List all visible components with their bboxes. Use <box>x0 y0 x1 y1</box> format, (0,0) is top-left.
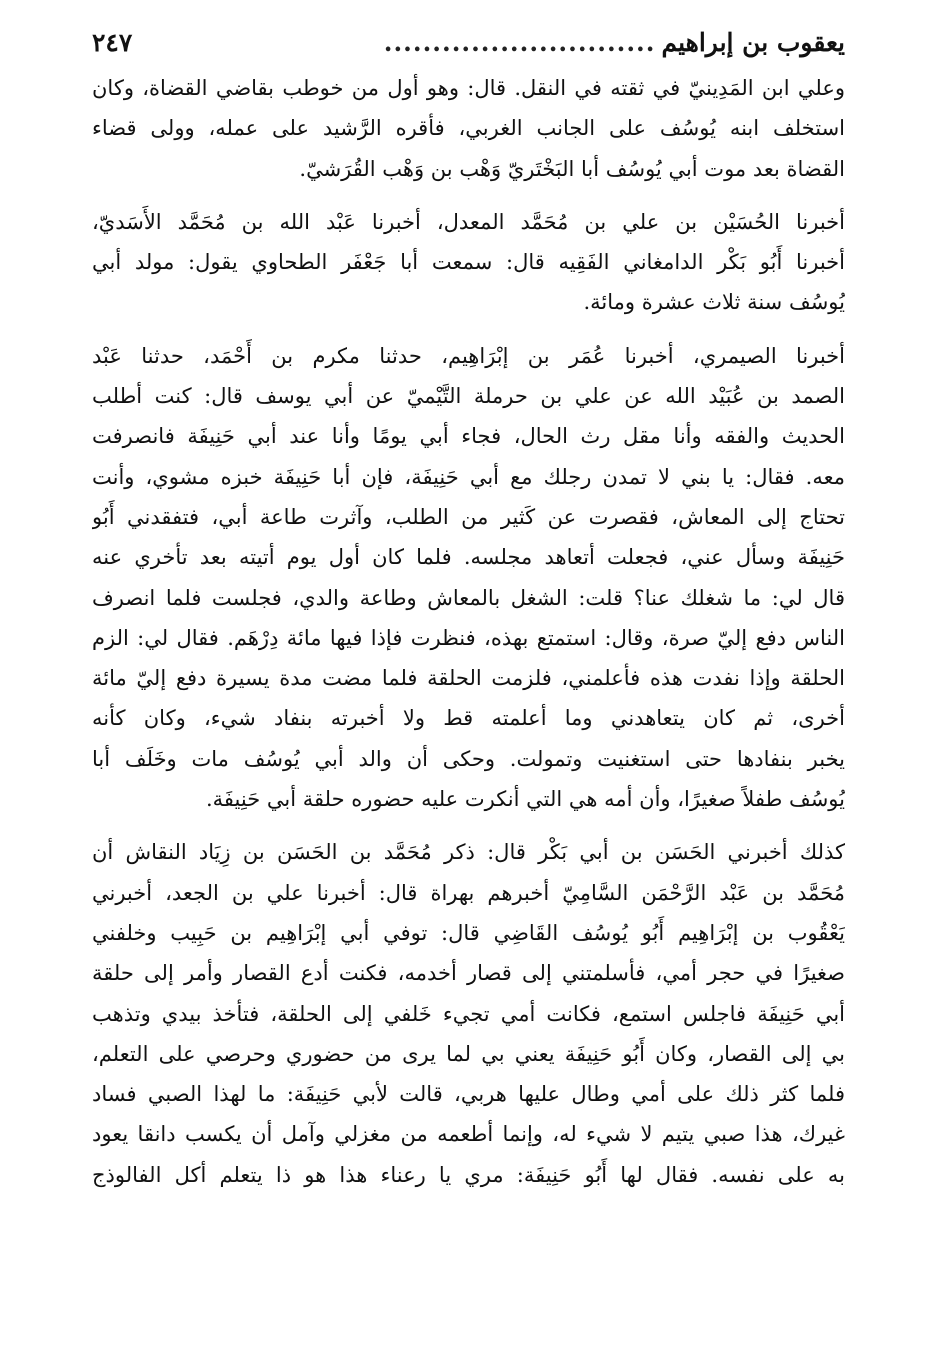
text-line: الحلقة وإذا نفدت هذه فأعلمني، فلزمت الحلقة فلما مضت مدة يسيرة دفع إليّ مائة <box>92 666 845 691</box>
paragraph-2 <box>92 202 845 323</box>
text-line: أخرى، ثم كان يتعاهدني وما أعلمته قط ولا أخبرته بنفاد شيء، وكان كأنه <box>92 706 845 731</box>
page-number: ٢٤٧ <box>92 28 133 57</box>
text-line: غيرك، هذا صبي يتيم لا شيء له، وإنما أطعمه من مغزلي وآمل أن يكسب دانقا يعود <box>92 1122 845 1147</box>
paragraph-1 <box>92 68 845 189</box>
text-line: الناس دفع إليّ صرة، وقال: استمتع بهذه، فنظرت فإذا فيها مائة دِرْهَم. فقال لي: الزم <box>92 625 845 650</box>
text-line: استخلف ابنه يُوسُف على الجانب الغربي، فأقره الرَّشيد على عمله، وولى قضاء <box>92 116 845 141</box>
text-line: أخبرنا أَبُو بَكْر الدامغاني الفَقِيه قال: سمعت أبا جَعْفَر الطحاوي يقول: مولد أبي <box>92 250 845 275</box>
text-line: وعلي ابن المَدِينيّ في ثقته في النقل. قال: وهو أول من خوطب بقاضي القضاة، وكان <box>92 76 845 100</box>
text-line: فلما كثر ذلك على أمي وطال عليها هربي، قالت لأبي حَنِيفَة: ما لهذا الصبي فساد <box>92 1082 845 1107</box>
text-line: بي إلى القصار، وكان أَبُو حَنِيفَة يعني بي لما يرى من حضوري وحرصي على التعلم، <box>92 1041 845 1066</box>
text-line: أخبرنا الحُسَيْن بن علي بن مُحَمَّد المعدل، أخبرنا عَبْد الله بن مُحَمَّد الأَسَديّ، <box>92 209 845 234</box>
text-line: مُحَمَّد بن عَبْد الرَّحْمَن السَّامِيّ أخبرهم بهراة قال: أخبرنا علي بن الجعد، أخبرني <box>92 880 845 905</box>
text-line: الصمد بن عُبَيْد الله عن علي بن حرملة التَّيْميّ عن أبي يوسف قال: كنت أطلب <box>92 384 845 409</box>
text-line: القضاة بعد موت أبي يُوسُف أبا البَخْتَريّ وَهْب بن وَهْب القُرَشيّ. <box>299 156 845 181</box>
text-line: به على نفسه. فقال لها أَبُو حَنِيفَة: مري يا رعناء هذا هو ذا يتعلم أكل الفالوذج <box>92 1162 845 1187</box>
text-line: معه. فقال: يا بني لا تمدن رجلك مع أبي حَنِيفَة، فإن أبا حَنِيفَة خبزه مشوي، وأنت <box>92 464 845 489</box>
text-line: أبي حَنِيفَة فاجلس استمع، فكانت أمي تجيء خَلفي إلى الحلقة، فتأخذ بيدي وتذهب <box>92 1001 845 1026</box>
text-line: يُوسُف طفلاً صغيرًا، وأن أمه هي التي أنكرت عليه حضوره حلقة أبي حَنِيفَة. <box>206 787 845 812</box>
header-leader-dots: ............................ <box>383 28 656 57</box>
text-line: صغيرًا في حجر أمي، فأسلمتني إلى قصار أخدمه، فكنت أدع القصار وأمر إلى حلقة <box>92 961 845 986</box>
running-header <box>92 28 845 68</box>
text-line: قال لي: ما شغلك عنا؟ قلت: الشغل بالمعاش وطاعة والدي، فجلست فلما انصرف <box>92 585 845 610</box>
text-line: أخبرنا الصيمري، أخبرنا عُمَر بن إبْرَاهِيم، حدثنا مكرم بن أَحْمَد، حدثنا عَبْد <box>92 343 845 368</box>
running-header-title: يعقوب بن إبراهيم <box>661 28 845 57</box>
text-line: تحتاج إلى المعاش، فقصرت عن كَثير من الطلب، وآثرت طاعة أبي، فتفقدني أَبُو <box>92 504 845 529</box>
paragraph-3 <box>92 336 845 820</box>
text-line: كذلك أخبرني الحَسَن بن أبي بَكْر قال: ذكر مُحَمَّد بن الحَسَن بن زِيَاد النقاش أن <box>92 840 845 865</box>
text-line: يَعْقُوب بن إبْرَاهِيم أَبُو يُوسُف القَاضِي قال: توفي أبي إبْرَاهِيم بن حَبِيب وخلفني <box>92 920 845 945</box>
text-line: يخبر بنفادها حتى استغنيت وتمولت. وحكى أن والد أبي يُوسُف مات وخَلَف أبا <box>92 746 845 771</box>
text-line: الحديث والفقه وأنا مقل رث الحال، فجاء أبي يومًا وأنا عند أبي حَنِيفَة فانصرفت <box>92 424 845 449</box>
paragraph-4 <box>92 832 845 1195</box>
text-line: يُوسُف سنة ثلاث عشرة ومائة. <box>583 290 845 315</box>
text-line: حَنِيفَة وسأل عني، فجعلت أتعاهد مجلسه. فلما كان أول يوم أتيته بعد تأخري عنه <box>92 545 845 570</box>
